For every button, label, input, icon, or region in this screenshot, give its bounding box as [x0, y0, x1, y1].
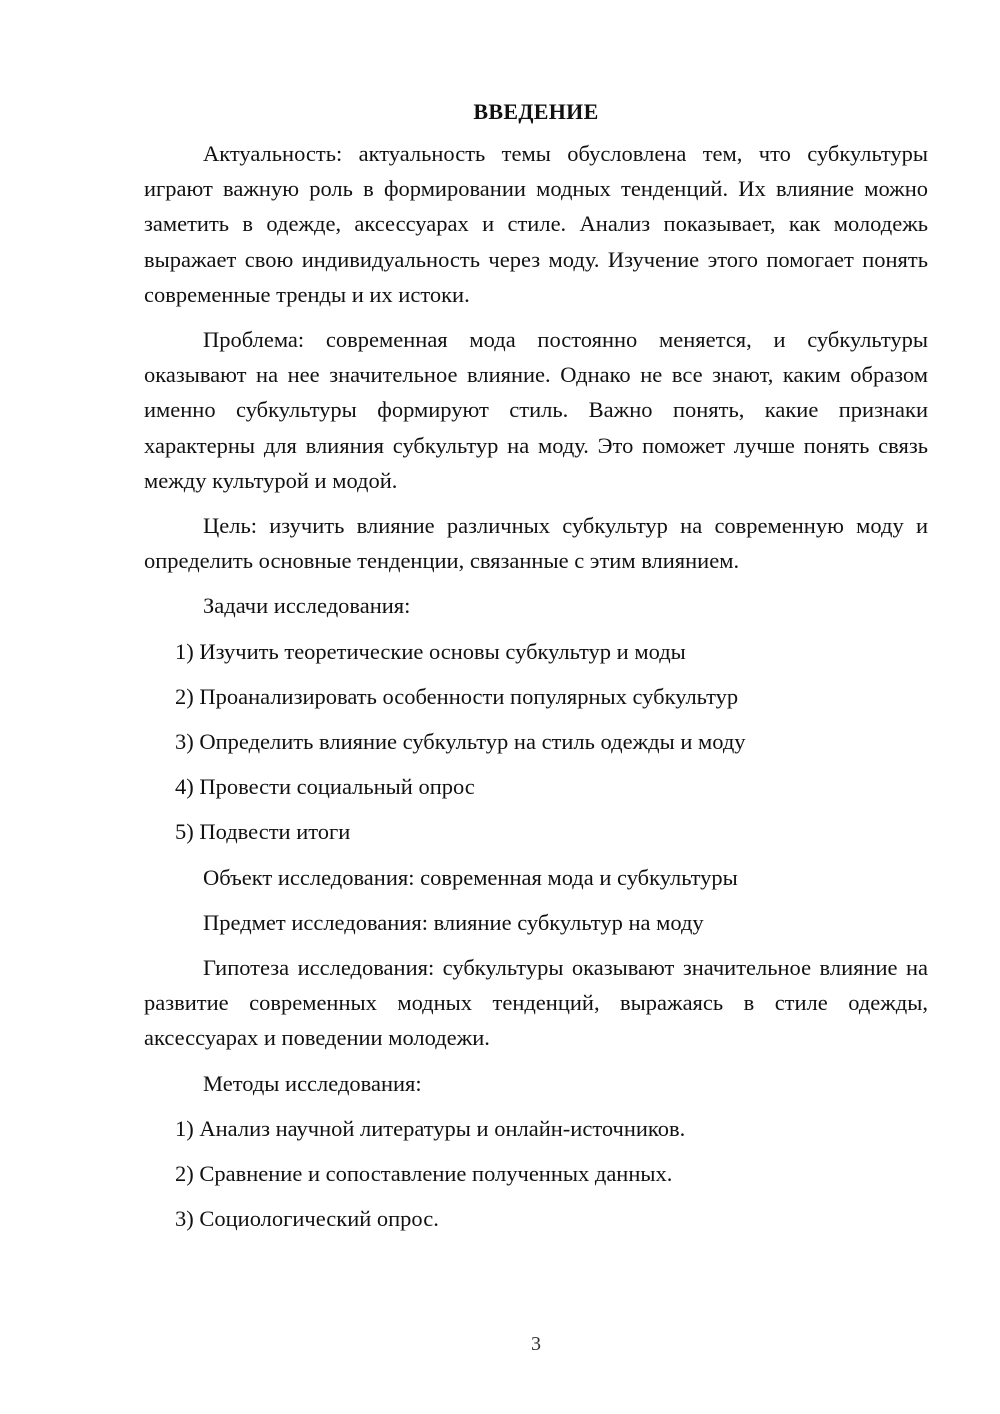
methods-list [144, 1111, 928, 1237]
list-item: 3) Социологический опрос. [175, 1206, 439, 1232]
list-item: 2) Сравнение и сопоставление полученных данных. [175, 1161, 673, 1187]
page-number: 3 [531, 1333, 541, 1355]
list-item: 4) Провести социальный опрос [175, 774, 475, 800]
list-item: 1) Анализ научной литературы и онлайн-источников. [175, 1115, 686, 1141]
methods-title: Методы исследования: [203, 1070, 422, 1096]
page-content [144, 94, 928, 1246]
tasks-list [144, 634, 928, 850]
problem-paragraph: Проблема: современная мода постоянно меняется, и субкультуры оказывают на нее значительное влияние. Однако не все знают, каким образом именно субкультуры формируют стиль. Важно понять, какие признаки характерны для влияния субкультур на моду. Это поможет лучше понять связь между культурой и модой. [144, 327, 928, 493]
hypothesis-paragraph: Гипотеза исследования: субкультуры оказывают значительное влияние на развитие современных модных тенденций, выражаясь в стиле одежды, аксессуарах и поведении молодежи. [144, 955, 928, 1051]
subject-paragraph: Предмет исследования: влияние субкультур на моду [203, 909, 704, 935]
relevance-paragraph: Актуальность: актуальность темы обусловлена тем, что субкультуры играют важную роль в формировании модных тенденций. Их влияние можно заметить в одежде, аксессуарах и стиле. Анализ показывает, как молодежь выражает свою индивидуальность через моду. Изучение этого помогает понять современные тренды и их истоки. [144, 141, 928, 307]
list-item: 3) Определить влияние субкультур на стиль одежды и моду [175, 729, 746, 755]
list-item: 1) Изучить теоретические основы субкультур и моды [175, 638, 686, 664]
list-item: 5) Подвести итоги [175, 819, 351, 845]
tasks-title: Задачи исследования: [203, 593, 411, 619]
list-item: 2) Проанализировать особенности популярных субкультур [175, 683, 739, 709]
object-paragraph: Объект исследования: современная мода и субкультуры [203, 864, 738, 890]
page-title: ВВЕДЕНИЕ [473, 99, 599, 124]
goal-paragraph: Цель: изучить влияние различных субкультур на современную моду и определить основные тенденции, связанные с этим влиянием. [144, 513, 928, 574]
